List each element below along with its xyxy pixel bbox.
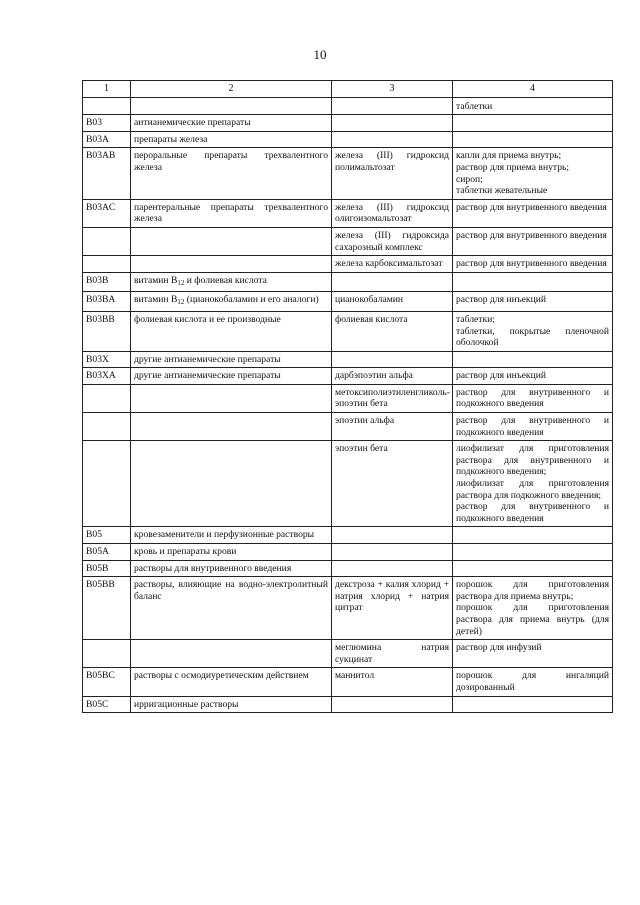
- group-name-suffix: (цианокобаламин и его аналоги): [184, 294, 319, 306]
- dosage-forms-cell: [453, 115, 613, 132]
- group-name-cell: растворы для внутривенного введения: [131, 560, 332, 577]
- group-name-cell: [131, 272, 332, 292]
- header-cell: 3: [332, 81, 453, 98]
- atc-code-cell: [83, 640, 131, 668]
- table-row: [83, 560, 613, 577]
- substance-cell: железа (III) гидроксида сахарозный комплекс: [332, 227, 453, 255]
- group-name-cell: [131, 640, 332, 668]
- dosage-forms-cell: [453, 272, 613, 292]
- atc-code-cell: [83, 227, 131, 255]
- substance-cell: [332, 544, 453, 561]
- atc-code-cell: B03BB: [83, 311, 131, 351]
- dosage-forms-cell: [453, 227, 613, 255]
- table-row: [83, 311, 613, 351]
- dosage-forms-cell: [453, 696, 613, 713]
- dosage-form: раствор для внутривенного введения: [456, 229, 607, 241]
- group-name-cell: [131, 256, 332, 273]
- substance-cell: железа (III) гидроксид олигоизомальтозат: [332, 199, 453, 227]
- group-name-cell: растворы с осмодиуретическим действием: [131, 668, 332, 696]
- substance-cell: [332, 560, 453, 577]
- group-name-cell: кровезаменители и перфузионные растворы: [131, 527, 332, 544]
- table-row: [83, 131, 613, 148]
- table-row: [83, 527, 613, 544]
- atc-code-cell: [83, 441, 131, 527]
- atc-code-cell: B03AC: [83, 199, 131, 227]
- group-name-cell: другие антианемические препараты: [131, 368, 332, 385]
- group-name-cell: другие антианемические препараты: [131, 351, 332, 368]
- atc-code-cell: B05A: [83, 544, 131, 561]
- dosage-forms-cell: [453, 148, 613, 199]
- group-name-cell: препараты железа: [131, 131, 332, 148]
- dosage-form: таблетки, покрытые пленочной оболочкой: [456, 325, 609, 349]
- substance-cell: цианокобаламин: [332, 292, 453, 312]
- header-row: [83, 81, 613, 98]
- dosage-form: капли для приема внутрь;: [456, 150, 562, 162]
- substance-cell: маннитол: [332, 668, 453, 696]
- table-row: [83, 640, 613, 668]
- atc-code-cell: B03: [83, 115, 131, 132]
- table-row: [83, 97, 613, 115]
- group-name-cell: парентеральные препараты трехвалентного железа: [131, 199, 332, 227]
- substance-cell: [332, 351, 453, 368]
- header-cell: 4: [453, 81, 613, 98]
- group-name-cell: кровь и препараты крови: [131, 544, 332, 561]
- table-row: [83, 272, 613, 292]
- atc-code-cell: B03BA: [83, 292, 131, 312]
- substance-cell: [332, 272, 453, 292]
- substance-cell: [332, 97, 453, 115]
- table-row: [83, 227, 613, 255]
- dosage-form: таблетки: [456, 100, 493, 112]
- atc-code-cell: [83, 97, 131, 115]
- atc-code-cell: B05: [83, 527, 131, 544]
- table-row: [83, 668, 613, 696]
- table-row: [83, 384, 613, 412]
- substance-cell: дарбэпоэтин альфа: [332, 368, 453, 385]
- group-name-prefix: витамин B: [134, 294, 178, 306]
- table-row: [83, 577, 613, 640]
- dosage-forms-cell: [453, 368, 613, 385]
- atc-code-cell: B05B: [83, 560, 131, 577]
- dosage-forms-cell: [453, 131, 613, 148]
- dosage-form: сироп;: [456, 173, 483, 185]
- atc-code-cell: B05C: [83, 696, 131, 713]
- table-row: [83, 351, 613, 368]
- substance-cell: [332, 696, 453, 713]
- group-name-cell: [131, 97, 332, 115]
- vitamin-subscript: 12: [177, 298, 185, 307]
- dosage-forms-cell: [453, 560, 613, 577]
- header-cell: 2: [131, 81, 332, 98]
- dosage-form: раствор для приема внутрь;: [456, 161, 570, 173]
- table-row: [83, 368, 613, 385]
- dosage-forms-cell: [453, 441, 613, 527]
- dosage-form: порошок для ингаляций дозированный: [456, 670, 609, 693]
- group-name-suffix: и фолиевая кислота: [184, 274, 267, 286]
- substance-cell: фолиевая кислота: [332, 311, 453, 351]
- table-row: [83, 292, 613, 312]
- group-name-cell: [131, 413, 332, 441]
- page-number: 10: [313, 47, 327, 62]
- group-name-cell: фолиевая кислота и ее производные: [131, 311, 332, 351]
- substance-cell: [332, 527, 453, 544]
- dosage-form: лиофилизат для приготовления раствора для внутривенного и подкожного введения;: [456, 443, 609, 478]
- group-name-cell: растворы, влияющие на водно-электролитный баланс: [131, 577, 332, 640]
- table-row: [83, 696, 613, 713]
- group-name-cell: ирригационные растворы: [131, 696, 332, 713]
- dosage-form: раствор для инъекций: [456, 370, 546, 382]
- group-name-prefix: витамин B: [134, 274, 178, 286]
- dosage-forms-cell: [453, 668, 613, 696]
- header-cell: 1: [83, 81, 131, 98]
- dosage-forms-cell: [453, 97, 613, 115]
- atc-code-cell: B03X: [83, 351, 131, 368]
- dosage-form: раствор для инфузий: [456, 642, 542, 654]
- group-name-cell: пероральные препараты трехвалентного железа: [131, 148, 332, 199]
- dosage-forms-cell: [453, 384, 613, 412]
- atc-code-cell: B03A: [83, 131, 131, 148]
- group-name-cell: [131, 384, 332, 412]
- group-name-cell: [131, 441, 332, 527]
- dosage-forms-cell: [453, 351, 613, 368]
- dosage-forms-cell: [453, 292, 613, 312]
- drug-table: [82, 80, 613, 713]
- group-name-cell: антианемические препараты: [131, 115, 332, 132]
- dosage-forms-cell: [453, 256, 613, 273]
- dosage-form: раствор для внутривенного введения: [456, 258, 607, 270]
- dosage-form: таблетки жевательные: [456, 185, 548, 197]
- substance-cell: [332, 131, 453, 148]
- dosage-forms-cell: [453, 199, 613, 227]
- dosage-form: таблетки;: [456, 313, 495, 325]
- dosage-forms-cell: [453, 577, 613, 640]
- substance-cell: [332, 115, 453, 132]
- atc-code-cell: B03AB: [83, 148, 131, 199]
- substance-cell: железа (III) гидроксид полимальтозат: [332, 148, 453, 199]
- atc-code-cell: B05BC: [83, 668, 131, 696]
- dosage-forms-cell: [453, 311, 613, 351]
- atc-code-cell: [83, 413, 131, 441]
- table-row: [83, 199, 613, 227]
- dosage-form: раствор для инъекций: [456, 294, 546, 306]
- substance-cell: декстроза + калия хлорид + натрия хлорид + натрия цитрат: [332, 577, 453, 640]
- dosage-forms-cell: [453, 413, 613, 441]
- dosage-form: порошок для приготовления раствора для приема внутрь (для детей): [456, 602, 609, 637]
- substance-cell: метоксиполиэтиленгликоль-эпоэтин бета: [332, 384, 453, 412]
- group-name-cell: [131, 292, 332, 312]
- table-row: [83, 544, 613, 561]
- dosage-form: порошок для приготовления раствора для приема внутрь;: [456, 579, 609, 602]
- atc-code-cell: [83, 384, 131, 412]
- table-row: [83, 115, 613, 132]
- substance-cell: эпоэтин альфа: [332, 413, 453, 441]
- dosage-form: лиофилизат для приготовления раствора для подкожного введения;: [456, 478, 609, 501]
- atc-code-cell: [83, 256, 131, 273]
- table-row: [83, 256, 613, 273]
- dosage-forms-cell: [453, 544, 613, 561]
- dosage-form: раствор для внутривенного и подкожного введения: [456, 386, 609, 410]
- group-name-cell: [131, 227, 332, 255]
- substance-cell: меглюмина натрия сукцинат: [332, 640, 453, 668]
- table-row: [83, 148, 613, 199]
- table-row: [83, 441, 613, 527]
- atc-code-cell: B03B: [83, 272, 131, 292]
- substance-cell: железа карбоксимальтозат: [332, 256, 453, 273]
- atc-code-cell: B05BB: [83, 577, 131, 640]
- table-row: [83, 413, 613, 441]
- dosage-forms-cell: [453, 527, 613, 544]
- dosage-form: раствор для внутривенного и подкожного введения: [456, 501, 609, 524]
- dosage-forms-cell: [453, 640, 613, 668]
- vitamin-subscript: 12: [177, 278, 185, 287]
- dosage-form: раствор для внутривенного введения: [456, 201, 607, 213]
- substance-cell: эпоэтин бета: [332, 441, 453, 527]
- dosage-form: раствор для внутривенного и подкожного введения: [456, 415, 609, 438]
- atc-code-cell: B03XA: [83, 368, 131, 385]
